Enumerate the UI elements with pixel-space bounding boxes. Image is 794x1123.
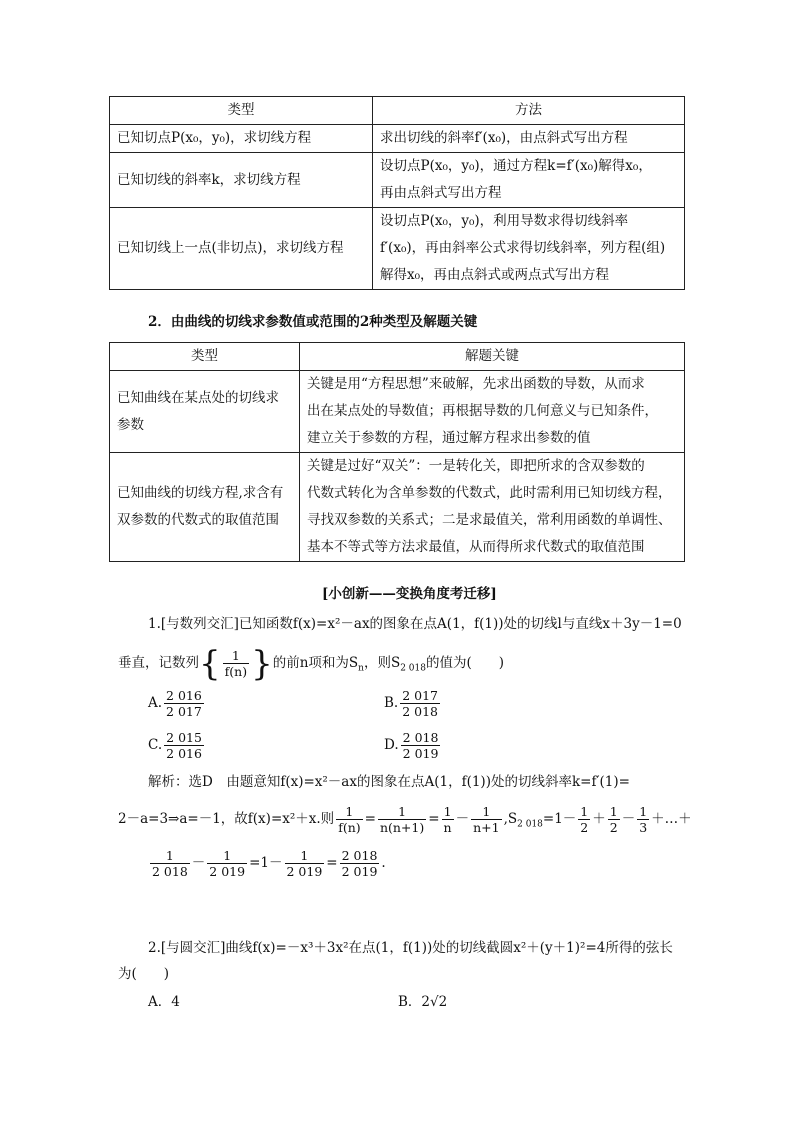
table1-row3-method: 设切点P(x₀，y₀)，利用导数求得切线斜率 f′(x₀)，再由斜率公式求得切线斜率，列方程(组) 解得x₀，再由点斜式或两点式写出方程 bbox=[373, 208, 685, 290]
table1-row2-method: 设切点P(x₀，y₀)，通过方程k=f′(x₀)解得x₀， 再由点斜式写出方程 bbox=[373, 153, 685, 208]
tangent-method-table bbox=[109, 96, 685, 290]
q1-option-b[interactable]: B. $\frac{2 017}{2 018}$ bbox=[384, 688, 439, 719]
table1-row2-type: 已知切线的斜率k，求切线方程 bbox=[110, 153, 373, 208]
q1-option-c[interactable]: C. $\frac{2 015}{2 016}$ bbox=[148, 730, 202, 761]
q2-line1: 2.[与圆交汇]曲线f(x)=－x³＋3x²在点(1，f(1))处的切线截圆x²＋(y＋1)²=4所得的弦长 bbox=[148, 940, 673, 956]
table2-header-key: 解题关键 bbox=[300, 343, 685, 371]
table2-header-type: 类型 bbox=[110, 343, 300, 371]
q1-line1: 1.[与数列交汇]已知函数f(x)=x²－ax的图象在点A(1，f(1))处的切线l与直线x＋3y－1=0 bbox=[148, 616, 682, 632]
q1-option-a[interactable]: A. $\frac{2 016}{2 017}$ bbox=[148, 688, 202, 719]
table1-header-method: 方法 bbox=[373, 97, 685, 125]
q2-option-a[interactable]: A．4 bbox=[148, 994, 180, 1010]
right-brace: } bbox=[251, 643, 273, 684]
table1-row1-method: 求出切线的斜率f′(x₀)，由点斜式写出方程 bbox=[373, 125, 685, 153]
q1-solution-line2: 2－a=3⇒a=－1，故f(x)=x²＋x.则 $\frac{1}{f(n)}$ = $\frac{1}{n(n+1)}$ = $\frac{1}{n}$ － $\frac{1}{n+1}$ $,S_{2 018}=1-$ $\frac{1}{2}$ ＋ $\frac{1}{2}$ － $\frac{1}{3}$ ＋…＋ bbox=[118, 804, 692, 835]
q1-solution-line1: 解析：选D 由题意知f(x)=x²－ax的图象在点A(1，f(1))处的切线斜率k=f′(1)= bbox=[148, 774, 630, 790]
table2-row1-type: 已知曲线在某点处的切线求 参数 bbox=[110, 371, 300, 453]
section2-title: 2．由曲线的切线求参数值或范围的2种类型及解题关键 bbox=[148, 314, 478, 330]
table2-row2-key: 关键是过好“双关”：一是转化关，即把所求的含双参数的 代数式转化为含单参数的代数式，此时需利用已知切线方程， 寻找双参数的关系式；二是求最值关，常利用函数的单调性、 基本不等式等方法求最值，从而得所求代数式的取值范围 bbox=[300, 453, 685, 562]
q1-line2: 垂直，记数列{ $\frac{1}{f(n)}$ }的前n项和为$S_n$，则$S_{2 018}$的值为( ) bbox=[118, 643, 505, 684]
table1-header-type: 类型 bbox=[110, 97, 373, 125]
table2-row1-key: 关键是用“方程思想”来破解，先求出函数的导数，从而求 出在某点处的导数值；再根据导数的几何意义与已知条件， 建立关于参数的方程，通过解方程求出参数的值 bbox=[300, 371, 685, 453]
q1-option-d[interactable]: D. $\frac{2 018}{2 019}$ bbox=[384, 730, 439, 761]
table2-row2-type: 已知曲线的切线方程,求含有 双参数的代数式的取值范围 bbox=[110, 453, 300, 562]
q1-seq-fraction: $\frac{1}{f(n)}$ bbox=[224, 648, 248, 679]
table1-row1-type: 已知切点P(x₀，y₀)，求切线方程 bbox=[110, 125, 373, 153]
table1-row3-type: 已知切线上一点(非切点)，求切线方程 bbox=[110, 208, 373, 290]
q1-solution-line3: $\frac{1}{2 018}$ － $\frac{1}{2 019}$ =1－ $\frac{1}{2 019}$ = $\frac{2 018}{2 019}$ . bbox=[152, 848, 386, 879]
q2-option-b[interactable]: B．2√2 bbox=[398, 994, 448, 1010]
parameter-key-table bbox=[109, 342, 685, 562]
innovation-title: [小创新——变换角度考迁移] bbox=[322, 586, 497, 602]
q2-line2: 为( ) bbox=[118, 966, 170, 982]
left-brace: { bbox=[199, 643, 221, 684]
